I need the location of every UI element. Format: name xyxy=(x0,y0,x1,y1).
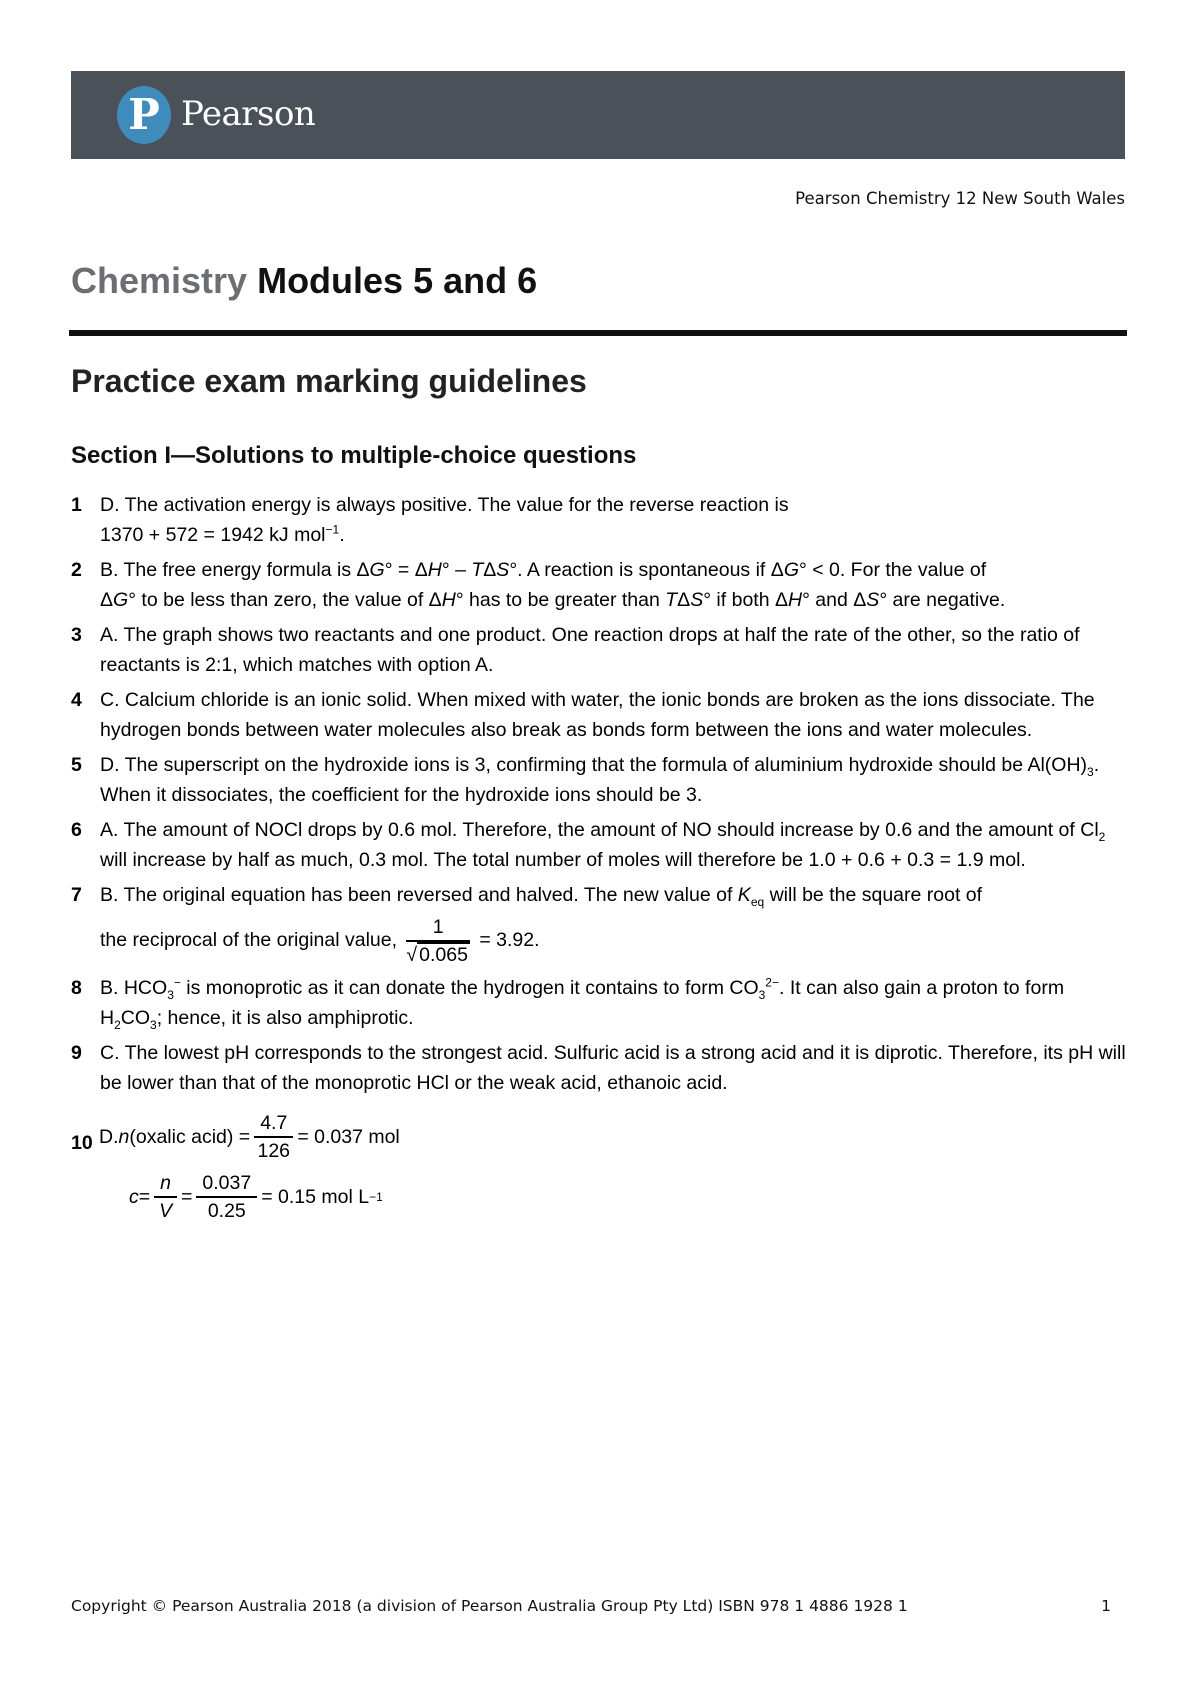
section-heading: Section I—Solutions to multiple-choice questions xyxy=(71,442,637,469)
copyright-notice: Copyright © Pearson Australia 2018 (a division of Pearson Australia Group Pty Ltd) ISBN 978 1 4886 1928 1 xyxy=(71,1597,908,1615)
question-number: 2 xyxy=(71,559,82,581)
question-number: 6 xyxy=(71,819,82,841)
logo-wordmark: Pearson xyxy=(181,94,316,134)
answer-4: 4 C. Calcium chloride is an ionic solid. When mixed with water, the ionic bonds are broken as the ions dissociate. The hydrogen bonds between water molecules also break as bonds form between the ions and water molecules. xyxy=(71,685,1131,745)
question-number: 7 xyxy=(71,884,82,906)
question-number: 3 xyxy=(71,624,82,646)
answer-7: 7 B. The original equation has been reversed and halved. The new value of $K_{eq}$ will be the square root of the reciprocal of the original value, $\frac{1}{√ 0.065}$ = 3.92. xyxy=(71,880,1131,968)
document-title xyxy=(71,258,537,304)
title-divider xyxy=(69,330,1127,336)
moles-fraction: $\frac{4.7}{126}$ xyxy=(254,1110,293,1164)
reciprocal-fraction: $\frac{1}{√ 0.065}$ xyxy=(406,916,468,966)
question-number: 10 xyxy=(71,1132,93,1154)
title-subject: Chemistry xyxy=(71,260,248,301)
running-head: Pearson Chemistry 12 New South Wales xyxy=(795,189,1125,208)
answer-8: 8 B. $HCO_3^-$ is monoprotic as it can donate the hydrogen it contains to form $CO_3^{2-}$. It can also gain a proton to form $H_2CO_3$; hence, it is also amphiprotic. xyxy=(71,973,1131,1033)
document-subtitle: Practice exam marking guidelines xyxy=(71,363,587,399)
page-number: 1 xyxy=(1101,1597,1111,1615)
concentration-formula-fraction: $\frac{n}{V}$ xyxy=(154,1170,177,1224)
concentration-value-fraction: $\frac{0.037}{0.25}$ xyxy=(196,1170,257,1224)
answer-2: 2 B. The free energy formula is ΔG° = ΔH° – TΔS°. A reaction is spontaneous if ΔG° < 0. For the value of ΔG° to be less than zero, the value of ΔH° has to be greater than TΔS° if both ΔH° and ΔS° are negative. xyxy=(71,555,1131,615)
answer-6: 6 A. The amount of NOCl drops by 0.6 mol. Therefore, the amount of NO should increase by 0.6 and the amount of $Cl_2$ will increase by half as much, 0.3 mol. The total number of moles will therefore be 1.0 + 0.6 + 0.3 = 1.9 mol. xyxy=(71,815,1131,875)
question-number: 4 xyxy=(71,689,82,711)
question-number: 5 xyxy=(71,754,82,776)
answer-9: 9 C. The lowest pH corresponds to the strongest acid. Sulfuric acid is a strong acid and it is diprotic. Therefore, its pH will be lower than that of the monoprotic HCl or the weak acid, ethanoic acid. xyxy=(71,1038,1131,1098)
answer-1: 1 D. The activation energy is always positive. The value for the reverse reaction is 1370 + 572 = 1942 kJ mol$^{-1}$. xyxy=(71,490,1131,550)
title-modules: Modules 5 and 6 xyxy=(257,260,538,301)
answer-10: 10 D. n (oxalic acid) = $\frac{4.7}{126}$ = 0.037 mol c = $\frac{n}{V}$ = $\frac{0.037}{0.25}$ = 0.15 mol L −1 xyxy=(71,1112,400,1222)
header-banner xyxy=(71,71,1125,159)
logo-letter: P xyxy=(128,90,160,139)
answer-5: 5 D. The superscript on the hydroxide ions is 3, confirming that the formula of aluminium hydroxide should be $Al(OH)_3$. When it dissociates, the coefficient for the hydroxide ions should be 3. xyxy=(71,750,1131,810)
question-number: 1 xyxy=(71,494,82,516)
question-number: 8 xyxy=(71,977,82,999)
page-footer xyxy=(71,1597,1111,1615)
pearson-logo-icon xyxy=(117,86,171,144)
question-number: 9 xyxy=(71,1042,82,1064)
answer-list xyxy=(71,490,1131,1229)
answer-3: 3 A. The graph shows two reactants and one product. One reaction drops at half the rate of the other, so the ratio of reactants is 2:1, which matches with option A. xyxy=(71,620,1131,680)
